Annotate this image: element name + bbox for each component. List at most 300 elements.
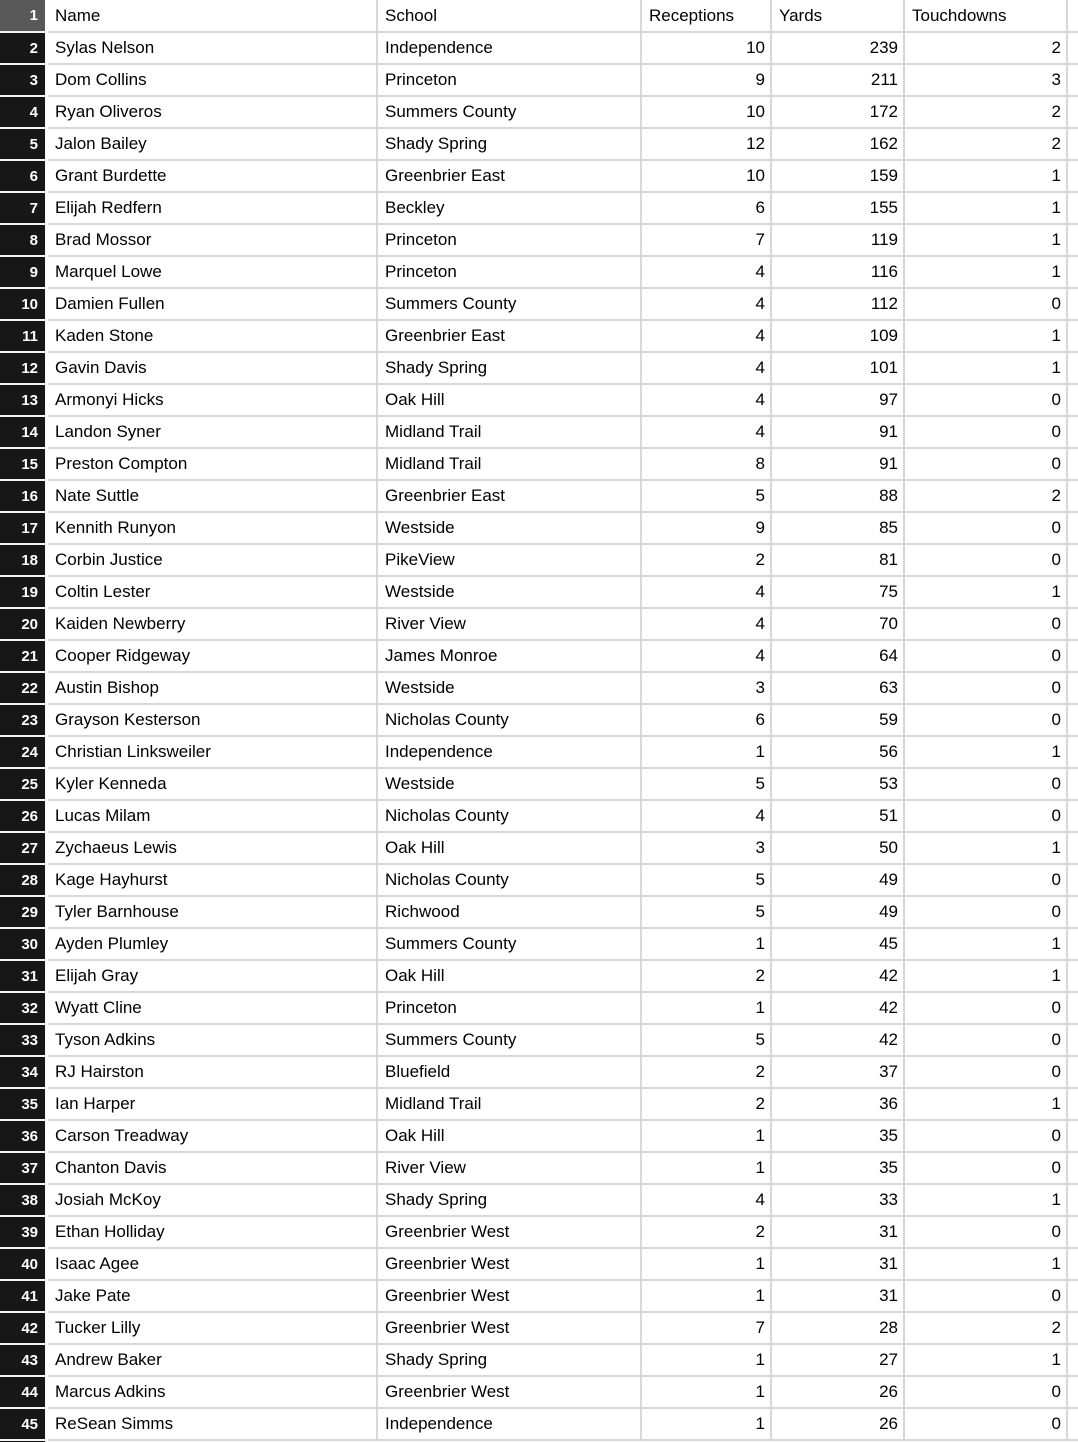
empty-cell[interactable]: [1068, 545, 1078, 577]
cell-touchdowns[interactable]: 1: [905, 321, 1068, 353]
empty-cell[interactable]: [1068, 673, 1078, 705]
cell-yards[interactable]: 36: [772, 1089, 905, 1121]
cell-touchdowns[interactable]: 0: [905, 609, 1068, 641]
empty-cell[interactable]: [1068, 1121, 1078, 1153]
cell-name[interactable]: Brad Mossor: [48, 225, 378, 257]
row-number[interactable]: 36: [0, 1121, 48, 1153]
cell-touchdowns[interactable]: 1: [905, 1089, 1068, 1121]
column-header-school[interactable]: School: [378, 0, 642, 33]
cell-touchdowns[interactable]: 3: [905, 65, 1068, 97]
cell-school[interactable]: Nicholas County: [378, 865, 642, 897]
cell-school[interactable]: Westside: [378, 577, 642, 609]
cell-name[interactable]: Kaiden Newberry: [48, 609, 378, 641]
cell-receptions[interactable]: 2: [642, 545, 772, 577]
cell-school[interactable]: Oak Hill: [378, 961, 642, 993]
empty-cell[interactable]: [1068, 641, 1078, 673]
row-number[interactable]: 35: [0, 1089, 48, 1121]
cell-touchdowns[interactable]: 0: [905, 865, 1068, 897]
row-number[interactable]: 40: [0, 1249, 48, 1281]
row-number[interactable]: 22: [0, 673, 48, 705]
cell-yards[interactable]: 162: [772, 129, 905, 161]
cell-name[interactable]: Kaden Stone: [48, 321, 378, 353]
cell-receptions[interactable]: 4: [642, 1185, 772, 1217]
cell-name[interactable]: Elijah Redfern: [48, 193, 378, 225]
cell-touchdowns[interactable]: 2: [905, 129, 1068, 161]
row-number[interactable]: 8: [0, 225, 48, 257]
row-number[interactable]: 19: [0, 577, 48, 609]
row-number[interactable]: 11: [0, 321, 48, 353]
cell-yards[interactable]: 239: [772, 33, 905, 65]
cell-school[interactable]: Oak Hill: [378, 385, 642, 417]
row-number[interactable]: 18: [0, 545, 48, 577]
cell-name[interactable]: Christian Linksweiler: [48, 737, 378, 769]
cell-receptions[interactable]: 5: [642, 1025, 772, 1057]
cell-school[interactable]: Shady Spring: [378, 129, 642, 161]
empty-cell[interactable]: [1068, 161, 1078, 193]
cell-name[interactable]: Jake Pate: [48, 1281, 378, 1313]
cell-school[interactable]: Oak Hill: [378, 1121, 642, 1153]
cell-name[interactable]: Damien Fullen: [48, 289, 378, 321]
cell-yards[interactable]: 42: [772, 961, 905, 993]
cell-yards[interactable]: 28: [772, 1313, 905, 1345]
cell-yards[interactable]: 109: [772, 321, 905, 353]
cell-receptions[interactable]: 5: [642, 769, 772, 801]
cell-yards[interactable]: 53: [772, 769, 905, 801]
cell-touchdowns[interactable]: 1: [905, 929, 1068, 961]
cell-name[interactable]: Kyler Kenneda: [48, 769, 378, 801]
cell-name[interactable]: Grayson Kesterson: [48, 705, 378, 737]
cell-school[interactable]: Greenbrier West: [378, 1313, 642, 1345]
cell-name[interactable]: Ethan Holliday: [48, 1217, 378, 1249]
cell-receptions[interactable]: 5: [642, 897, 772, 929]
row-number[interactable]: 7: [0, 193, 48, 225]
row-number[interactable]: 30: [0, 929, 48, 961]
cell-touchdowns[interactable]: 2: [905, 97, 1068, 129]
cell-receptions[interactable]: 4: [642, 577, 772, 609]
row-number[interactable]: 2: [0, 33, 48, 65]
cell-yards[interactable]: 63: [772, 673, 905, 705]
cell-school[interactable]: River View: [378, 1153, 642, 1185]
row-number[interactable]: 5: [0, 129, 48, 161]
empty-cell[interactable]: [1068, 385, 1078, 417]
cell-name[interactable]: Nate Suttle: [48, 481, 378, 513]
cell-yards[interactable]: 45: [772, 929, 905, 961]
row-number[interactable]: 17: [0, 513, 48, 545]
cell-name[interactable]: Chanton Davis: [48, 1153, 378, 1185]
empty-cell[interactable]: [1068, 481, 1078, 513]
empty-cell[interactable]: [1068, 1345, 1078, 1377]
cell-yards[interactable]: 91: [772, 449, 905, 481]
cell-receptions[interactable]: 1: [642, 1121, 772, 1153]
row-number[interactable]: 27: [0, 833, 48, 865]
cell-yards[interactable]: 35: [772, 1153, 905, 1185]
row-number[interactable]: 38: [0, 1185, 48, 1217]
cell-receptions[interactable]: 6: [642, 705, 772, 737]
cell-receptions[interactable]: 4: [642, 801, 772, 833]
cell-touchdowns[interactable]: 0: [905, 1217, 1068, 1249]
cell-name[interactable]: Isaac Agee: [48, 1249, 378, 1281]
cell-touchdowns[interactable]: 0: [905, 385, 1068, 417]
empty-cell[interactable]: [1068, 1377, 1078, 1409]
cell-name[interactable]: Tyson Adkins: [48, 1025, 378, 1057]
cell-yards[interactable]: 91: [772, 417, 905, 449]
cell-yards[interactable]: 31: [772, 1217, 905, 1249]
cell-yards[interactable]: 56: [772, 737, 905, 769]
row-number[interactable]: 3: [0, 65, 48, 97]
cell-touchdowns[interactable]: 0: [905, 545, 1068, 577]
empty-cell[interactable]: [1068, 961, 1078, 993]
cell-school[interactable]: Greenbrier East: [378, 321, 642, 353]
column-header-yards[interactable]: Yards: [772, 0, 905, 33]
cell-school[interactable]: Richwood: [378, 897, 642, 929]
cell-school[interactable]: Midland Trail: [378, 417, 642, 449]
cell-school[interactable]: Midland Trail: [378, 1089, 642, 1121]
empty-cell[interactable]: [1068, 1057, 1078, 1089]
cell-school[interactable]: James Monroe: [378, 641, 642, 673]
empty-cell[interactable]: [1068, 769, 1078, 801]
cell-touchdowns[interactable]: 1: [905, 833, 1068, 865]
row-number[interactable]: 6: [0, 161, 48, 193]
row-number[interactable]: 21: [0, 641, 48, 673]
cell-touchdowns[interactable]: 0: [905, 769, 1068, 801]
empty-cell[interactable]: [1068, 1025, 1078, 1057]
cell-receptions[interactable]: 9: [642, 65, 772, 97]
cell-receptions[interactable]: 10: [642, 97, 772, 129]
cell-school[interactable]: Shady Spring: [378, 353, 642, 385]
cell-name[interactable]: Coltin Lester: [48, 577, 378, 609]
cell-touchdowns[interactable]: 1: [905, 257, 1068, 289]
cell-yards[interactable]: 35: [772, 1121, 905, 1153]
cell-touchdowns[interactable]: 0: [905, 1377, 1068, 1409]
empty-cell[interactable]: [1068, 833, 1078, 865]
column-header-touchdowns[interactable]: Touchdowns: [905, 0, 1068, 33]
cell-touchdowns[interactable]: 0: [905, 897, 1068, 929]
empty-cell[interactable]: [1068, 449, 1078, 481]
cell-yards[interactable]: 159: [772, 161, 905, 193]
row-number[interactable]: 41: [0, 1281, 48, 1313]
row-number[interactable]: 16: [0, 481, 48, 513]
cell-touchdowns[interactable]: 1: [905, 353, 1068, 385]
cell-yards[interactable]: 26: [772, 1409, 905, 1441]
empty-cell[interactable]: [1068, 929, 1078, 961]
row-number-1[interactable]: 1: [0, 0, 48, 33]
cell-yards[interactable]: 116: [772, 257, 905, 289]
cell-touchdowns[interactable]: 1: [905, 1249, 1068, 1281]
cell-touchdowns[interactable]: 2: [905, 481, 1068, 513]
row-number[interactable]: 12: [0, 353, 48, 385]
cell-yards[interactable]: 101: [772, 353, 905, 385]
empty-cell[interactable]: [1068, 1281, 1078, 1313]
row-number[interactable]: 26: [0, 801, 48, 833]
cell-touchdowns[interactable]: 1: [905, 961, 1068, 993]
cell-school[interactable]: Greenbrier West: [378, 1217, 642, 1249]
empty-cell[interactable]: [1068, 801, 1078, 833]
row-number[interactable]: 33: [0, 1025, 48, 1057]
cell-school[interactable]: Greenbrier West: [378, 1281, 642, 1313]
cell-name[interactable]: Ian Harper: [48, 1089, 378, 1121]
empty-cell[interactable]: [1068, 1313, 1078, 1345]
cell-touchdowns[interactable]: 0: [905, 449, 1068, 481]
empty-cell[interactable]: [1068, 865, 1078, 897]
cell-school[interactable]: Independence: [378, 737, 642, 769]
empty-cell[interactable]: [1068, 577, 1078, 609]
cell-yards[interactable]: 37: [772, 1057, 905, 1089]
empty-cell[interactable]: [1068, 353, 1078, 385]
cell-name[interactable]: Zychaeus Lewis: [48, 833, 378, 865]
empty-cell[interactable]: [1068, 321, 1078, 353]
column-header-receptions[interactable]: Receptions: [642, 0, 772, 33]
cell-receptions[interactable]: 4: [642, 641, 772, 673]
row-number[interactable]: 39: [0, 1217, 48, 1249]
cell-school[interactable]: Midland Trail: [378, 449, 642, 481]
cell-school[interactable]: Independence: [378, 33, 642, 65]
cell-yards[interactable]: 81: [772, 545, 905, 577]
cell-name[interactable]: Sylas Nelson: [48, 33, 378, 65]
cell-receptions[interactable]: 4: [642, 289, 772, 321]
cell-yards[interactable]: 97: [772, 385, 905, 417]
cell-yards[interactable]: 50: [772, 833, 905, 865]
cell-receptions[interactable]: 1: [642, 1345, 772, 1377]
cell-yards[interactable]: 31: [772, 1249, 905, 1281]
row-number[interactable]: 24: [0, 737, 48, 769]
empty-cell[interactable]: [1068, 1409, 1078, 1441]
row-number[interactable]: 29: [0, 897, 48, 929]
cell-receptions[interactable]: 2: [642, 961, 772, 993]
row-number[interactable]: 14: [0, 417, 48, 449]
empty-cell[interactable]: [1068, 705, 1078, 737]
cell-receptions[interactable]: 3: [642, 673, 772, 705]
cell-name[interactable]: Corbin Justice: [48, 545, 378, 577]
cell-name[interactable]: Ryan Oliveros: [48, 97, 378, 129]
cell-school[interactable]: Princeton: [378, 65, 642, 97]
empty-cell[interactable]: [1068, 225, 1078, 257]
cell-receptions[interactable]: 2: [642, 1057, 772, 1089]
row-number[interactable]: 20: [0, 609, 48, 641]
cell-name[interactable]: Armonyi Hicks: [48, 385, 378, 417]
row-number[interactable]: 10: [0, 289, 48, 321]
row-number[interactable]: 15: [0, 449, 48, 481]
empty-cell[interactable]: [1068, 289, 1078, 321]
cell-touchdowns[interactable]: 0: [905, 417, 1068, 449]
cell-touchdowns[interactable]: 1: [905, 1345, 1068, 1377]
cell-receptions[interactable]: 1: [642, 1281, 772, 1313]
cell-name[interactable]: ReSean Simms: [48, 1409, 378, 1441]
cell-touchdowns[interactable]: 0: [905, 513, 1068, 545]
cell-yards[interactable]: 42: [772, 993, 905, 1025]
empty-cell[interactable]: [1068, 65, 1078, 97]
cell-touchdowns[interactable]: 0: [905, 673, 1068, 705]
empty-cell[interactable]: [1068, 257, 1078, 289]
cell-yards[interactable]: 172: [772, 97, 905, 129]
cell-name[interactable]: RJ Hairston: [48, 1057, 378, 1089]
row-number[interactable]: 34: [0, 1057, 48, 1089]
empty-cell[interactable]: [1068, 609, 1078, 641]
row-number[interactable]: 31: [0, 961, 48, 993]
cell-yards[interactable]: 49: [772, 897, 905, 929]
cell-school[interactable]: Summers County: [378, 1025, 642, 1057]
cell-name[interactable]: Grant Burdette: [48, 161, 378, 193]
cell-name[interactable]: Jalon Bailey: [48, 129, 378, 161]
empty-cell[interactable]: [1068, 993, 1078, 1025]
empty-cell[interactable]: [1068, 0, 1078, 33]
cell-school[interactable]: PikeView: [378, 545, 642, 577]
cell-touchdowns[interactable]: 1: [905, 193, 1068, 225]
cell-receptions[interactable]: 2: [642, 1217, 772, 1249]
cell-name[interactable]: Elijah Gray: [48, 961, 378, 993]
cell-school[interactable]: Greenbrier West: [378, 1377, 642, 1409]
cell-receptions[interactable]: 6: [642, 193, 772, 225]
cell-school[interactable]: Beckley: [378, 193, 642, 225]
empty-cell[interactable]: [1068, 1089, 1078, 1121]
cell-school[interactable]: Oak Hill: [378, 833, 642, 865]
cell-name[interactable]: Ayden Plumley: [48, 929, 378, 961]
column-header-name[interactable]: Name: [48, 0, 378, 33]
row-number[interactable]: 43: [0, 1345, 48, 1377]
cell-receptions[interactable]: 7: [642, 1313, 772, 1345]
cell-school[interactable]: Greenbrier East: [378, 481, 642, 513]
row-number[interactable]: 32: [0, 993, 48, 1025]
cell-touchdowns[interactable]: 0: [905, 801, 1068, 833]
cell-touchdowns[interactable]: 2: [905, 1313, 1068, 1345]
cell-touchdowns[interactable]: 0: [905, 993, 1068, 1025]
cell-name[interactable]: Carson Treadway: [48, 1121, 378, 1153]
cell-touchdowns[interactable]: 0: [905, 705, 1068, 737]
cell-yards[interactable]: 112: [772, 289, 905, 321]
row-number[interactable]: 4: [0, 97, 48, 129]
cell-touchdowns[interactable]: 1: [905, 161, 1068, 193]
cell-name[interactable]: Josiah McKoy: [48, 1185, 378, 1217]
cell-school[interactable]: Westside: [378, 513, 642, 545]
cell-school[interactable]: Princeton: [378, 225, 642, 257]
cell-name[interactable]: Marquel Lowe: [48, 257, 378, 289]
empty-cell[interactable]: [1068, 33, 1078, 65]
cell-school[interactable]: Summers County: [378, 929, 642, 961]
cell-receptions[interactable]: 1: [642, 737, 772, 769]
cell-touchdowns[interactable]: 0: [905, 1409, 1068, 1441]
cell-receptions[interactable]: 7: [642, 225, 772, 257]
empty-cell[interactable]: [1068, 1249, 1078, 1281]
cell-yards[interactable]: 42: [772, 1025, 905, 1057]
cell-school[interactable]: Nicholas County: [378, 801, 642, 833]
empty-cell[interactable]: [1068, 97, 1078, 129]
cell-yards[interactable]: 119: [772, 225, 905, 257]
row-number[interactable]: 42: [0, 1313, 48, 1345]
cell-yards[interactable]: 75: [772, 577, 905, 609]
cell-receptions[interactable]: 4: [642, 417, 772, 449]
empty-cell[interactable]: [1068, 417, 1078, 449]
cell-school[interactable]: Princeton: [378, 993, 642, 1025]
cell-yards[interactable]: 88: [772, 481, 905, 513]
cell-receptions[interactable]: 1: [642, 1153, 772, 1185]
cell-name[interactable]: Cooper Ridgeway: [48, 641, 378, 673]
cell-receptions[interactable]: 8: [642, 449, 772, 481]
row-number[interactable]: 23: [0, 705, 48, 737]
cell-touchdowns[interactable]: 1: [905, 225, 1068, 257]
cell-receptions[interactable]: 4: [642, 353, 772, 385]
cell-yards[interactable]: 27: [772, 1345, 905, 1377]
cell-receptions[interactable]: 10: [642, 33, 772, 65]
empty-cell[interactable]: [1068, 513, 1078, 545]
cell-touchdowns[interactable]: 1: [905, 737, 1068, 769]
cell-receptions[interactable]: 9: [642, 513, 772, 545]
cell-receptions[interactable]: 1: [642, 993, 772, 1025]
cell-school[interactable]: Princeton: [378, 257, 642, 289]
cell-school[interactable]: Shady Spring: [378, 1345, 642, 1377]
row-number[interactable]: 9: [0, 257, 48, 289]
cell-receptions[interactable]: 1: [642, 1377, 772, 1409]
row-number[interactable]: 28: [0, 865, 48, 897]
cell-school[interactable]: Westside: [378, 673, 642, 705]
cell-school[interactable]: Independence: [378, 1409, 642, 1441]
cell-receptions[interactable]: 4: [642, 609, 772, 641]
cell-touchdowns[interactable]: 0: [905, 1121, 1068, 1153]
cell-name[interactable]: Gavin Davis: [48, 353, 378, 385]
cell-yards[interactable]: 85: [772, 513, 905, 545]
cell-touchdowns[interactable]: 0: [905, 1281, 1068, 1313]
cell-touchdowns[interactable]: 1: [905, 577, 1068, 609]
cell-receptions[interactable]: 1: [642, 1249, 772, 1281]
cell-school[interactable]: Summers County: [378, 97, 642, 129]
cell-name[interactable]: Lucas Milam: [48, 801, 378, 833]
cell-touchdowns[interactable]: 2: [905, 33, 1068, 65]
cell-yards[interactable]: 26: [772, 1377, 905, 1409]
cell-name[interactable]: Andrew Baker: [48, 1345, 378, 1377]
empty-cell[interactable]: [1068, 193, 1078, 225]
row-number[interactable]: 37: [0, 1153, 48, 1185]
cell-name[interactable]: Marcus Adkins: [48, 1377, 378, 1409]
cell-receptions[interactable]: 2: [642, 1089, 772, 1121]
cell-yards[interactable]: 33: [772, 1185, 905, 1217]
cell-name[interactable]: Dom Collins: [48, 65, 378, 97]
cell-receptions[interactable]: 10: [642, 161, 772, 193]
empty-cell[interactable]: [1068, 1185, 1078, 1217]
cell-yards[interactable]: 51: [772, 801, 905, 833]
empty-cell[interactable]: [1068, 1217, 1078, 1249]
cell-touchdowns[interactable]: 0: [905, 1153, 1068, 1185]
cell-receptions[interactable]: 1: [642, 1409, 772, 1441]
row-number[interactable]: 13: [0, 385, 48, 417]
cell-receptions[interactable]: 4: [642, 385, 772, 417]
empty-cell[interactable]: [1068, 129, 1078, 161]
cell-yards[interactable]: 155: [772, 193, 905, 225]
cell-school[interactable]: Greenbrier East: [378, 161, 642, 193]
row-number[interactable]: 44: [0, 1377, 48, 1409]
cell-receptions[interactable]: 5: [642, 481, 772, 513]
cell-receptions[interactable]: 5: [642, 865, 772, 897]
cell-yards[interactable]: 31: [772, 1281, 905, 1313]
cell-name[interactable]: Tucker Lilly: [48, 1313, 378, 1345]
cell-receptions[interactable]: 12: [642, 129, 772, 161]
cell-receptions[interactable]: 3: [642, 833, 772, 865]
cell-name[interactable]: Tyler Barnhouse: [48, 897, 378, 929]
cell-yards[interactable]: 211: [772, 65, 905, 97]
row-number[interactable]: 45: [0, 1409, 48, 1441]
cell-name[interactable]: Wyatt Cline: [48, 993, 378, 1025]
cell-school[interactable]: River View: [378, 609, 642, 641]
cell-touchdowns[interactable]: 0: [905, 289, 1068, 321]
empty-cell[interactable]: [1068, 897, 1078, 929]
cell-school[interactable]: Summers County: [378, 289, 642, 321]
cell-yards[interactable]: 64: [772, 641, 905, 673]
empty-cell[interactable]: [1068, 737, 1078, 769]
cell-school[interactable]: Shady Spring: [378, 1185, 642, 1217]
cell-school[interactable]: Bluefield: [378, 1057, 642, 1089]
cell-yards[interactable]: 59: [772, 705, 905, 737]
cell-name[interactable]: Austin Bishop: [48, 673, 378, 705]
cell-yards[interactable]: 70: [772, 609, 905, 641]
cell-name[interactable]: Kage Hayhurst: [48, 865, 378, 897]
cell-name[interactable]: Kennith Runyon: [48, 513, 378, 545]
